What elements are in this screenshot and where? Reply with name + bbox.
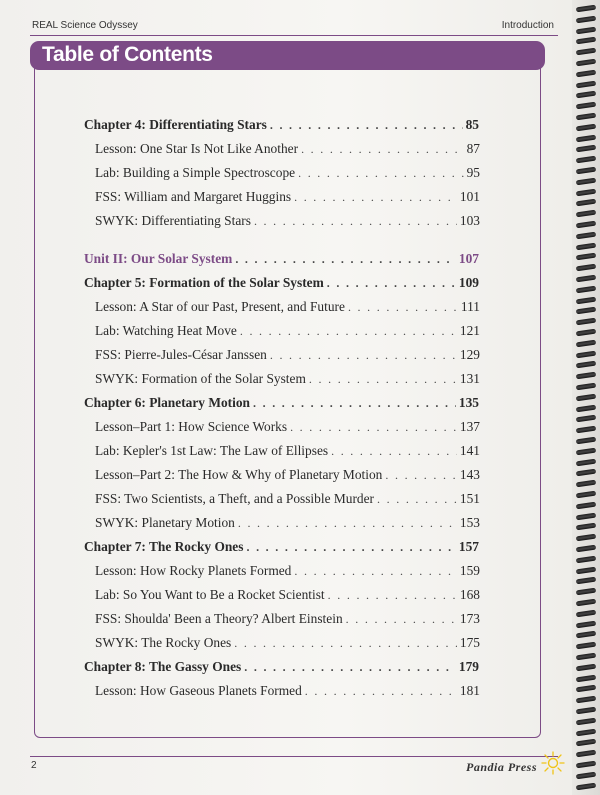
page-number: 2 (31, 760, 37, 771)
toc-entry-chapter (84, 117, 479, 137)
toc-entry-item (95, 491, 480, 511)
binding-coil (576, 231, 597, 239)
binding-coil (576, 113, 597, 121)
binding-coil (576, 728, 597, 736)
binding-coil (576, 696, 597, 704)
toc-entry-page: 157 (458, 539, 479, 554)
running-head-section: Introduction (501, 20, 554, 31)
toc-entry-label: SWYK: Differentiating Stars (95, 213, 251, 228)
dot-leader (301, 142, 464, 157)
binding-coil (576, 620, 597, 628)
binding-coil (576, 631, 597, 639)
toc-entry-page: 95 (466, 165, 480, 180)
binding-coil (576, 80, 597, 88)
toc-entry-label: FSS: Two Scientists, a Theft, and a Possible Murder (95, 491, 375, 506)
toc-entry-page: 153 (459, 515, 480, 530)
toc-entry-label: Unit II: Our Solar System (84, 251, 233, 266)
binding-coil (576, 674, 597, 682)
binding-coil (576, 329, 597, 337)
binding-coil (576, 663, 597, 671)
binding-coil (576, 339, 597, 347)
toc-entry-page: 143 (459, 467, 480, 482)
toc-entry-label: Lab: Building a Simple Spectroscope (95, 165, 296, 180)
binding-coil (576, 361, 597, 369)
binding-coil (576, 534, 597, 542)
toc-entry-item (95, 299, 480, 319)
toc-entry-item (95, 213, 480, 233)
binding-coil (576, 285, 597, 293)
binding-coil (576, 437, 597, 445)
binding-coil (576, 372, 597, 380)
toc-entry-label: Chapter 5: Formation of the Solar System (84, 275, 324, 290)
toc-entry-item (95, 563, 480, 583)
toc-entry-page: 129 (459, 347, 480, 362)
binding-coil (576, 750, 597, 758)
toc-entry-page: 181 (459, 683, 480, 698)
toc-entry-label: Lesson: How Rocky Planets Formed (95, 563, 292, 578)
toc-entry-page: 109 (458, 275, 479, 290)
toc-entry-page: 151 (459, 491, 480, 506)
binding-coil (576, 59, 597, 67)
toc-entry-label: Lab: Kepler's 1st Law: The Law of Ellipses (95, 443, 329, 458)
toc-entry-unit (84, 251, 479, 271)
binding-coil (576, 123, 597, 131)
toc-entry-item (95, 189, 480, 209)
dot-leader (346, 612, 457, 627)
dot-leader (234, 636, 457, 651)
binding-coil (576, 145, 597, 153)
spiral-binding (572, 0, 600, 795)
dot-leader (331, 444, 457, 459)
publisher-name: Pandia Press (466, 760, 538, 774)
toc-entry-page: 85 (465, 117, 479, 132)
binding-coil (576, 588, 597, 596)
binding-coil (576, 577, 597, 585)
toc-entry-item (95, 141, 480, 161)
dot-leader (348, 300, 458, 315)
toc-entry-item (95, 165, 480, 185)
binding-coil (576, 275, 597, 283)
binding-coil (576, 188, 597, 196)
binding-coil (576, 447, 597, 455)
toc-entry-label: SWYK: Planetary Motion (95, 515, 235, 530)
toc-entry-item (95, 347, 480, 367)
sun-logo-icon (540, 750, 566, 776)
binding-coil (576, 404, 597, 412)
dot-leader (238, 516, 457, 531)
toc-entry-page: 101 (459, 189, 480, 204)
dot-leader (309, 372, 457, 387)
toc-entry-page: 135 (458, 395, 479, 410)
toc-entry-chapter (84, 395, 479, 415)
toc-entry-item (95, 371, 480, 391)
dot-leader (327, 276, 456, 291)
toc-entry-chapter (84, 275, 479, 295)
toc-entry-label: Lesson: A Star of our Past, Present, and Future (95, 299, 345, 314)
toc-entry-label: Chapter 7: The Rocky Ones (84, 539, 244, 554)
toc-entry-page: 107 (458, 251, 479, 266)
footer-divider (30, 756, 558, 757)
running-head-book-title: REAL Science Odyssey (32, 20, 138, 31)
dot-leader (254, 214, 457, 229)
binding-coil (576, 102, 597, 110)
binding-coil (576, 177, 597, 185)
binding-coil (576, 523, 597, 531)
dot-leader (270, 118, 463, 133)
binding-coil (576, 350, 597, 358)
toc-entry-page: 168 (459, 587, 480, 602)
binding-coil (576, 26, 597, 34)
binding-coil (576, 501, 597, 509)
title-banner (30, 41, 545, 70)
toc-entry-chapter (84, 539, 479, 559)
binding-coil (576, 653, 597, 661)
toc-entry-page: 137 (459, 419, 480, 434)
toc-entry-page: 159 (459, 563, 480, 578)
toc-entry-label: Chapter 4: Differentiating Stars (84, 117, 267, 132)
toc-entry-label: Lesson: One Star Is Not Like Another (95, 141, 299, 156)
dot-leader (294, 190, 457, 205)
toc-entry-label: Lesson: How Gaseous Planets Formed (95, 683, 302, 698)
binding-coil (576, 609, 597, 617)
binding-coil (576, 599, 597, 607)
toc-entry-label: Chapter 6: Planetary Motion (84, 395, 250, 410)
binding-coil (576, 383, 597, 391)
toc-entry-item (95, 467, 480, 487)
toc-entry-item (95, 515, 480, 535)
toc-entry-label: SWYK: Formation of the Solar System (95, 371, 306, 386)
binding-coil (576, 393, 597, 401)
dot-leader (244, 660, 456, 675)
toc-entry-label: SWYK: The Rocky Ones (95, 635, 232, 650)
dot-leader (246, 540, 455, 555)
binding-coil (576, 167, 597, 175)
binding-coil (576, 415, 597, 423)
binding-coil (576, 156, 597, 164)
binding-coil (576, 717, 597, 725)
toc-entry-label: FSS: Pierre-Jules-César Janssen (95, 347, 267, 362)
toc-entry-page: 175 (459, 635, 480, 650)
binding-coil (576, 426, 597, 434)
dot-leader (290, 420, 457, 435)
toc-entry-label: FSS: William and Margaret Huggins (95, 189, 292, 204)
binding-coil (576, 707, 597, 715)
toc-entry-item (95, 611, 480, 631)
toc-entry-item (95, 635, 480, 655)
toc-entry-page: 103 (459, 213, 480, 228)
binding-coil (576, 242, 597, 250)
toc-entry-item (95, 683, 480, 703)
toc-entry-page: 121 (459, 323, 480, 338)
binding-coil (576, 771, 597, 779)
page-title: Table of Contents (42, 43, 213, 66)
dot-leader (305, 684, 457, 699)
binding-coil (576, 480, 597, 488)
toc-entry-page: 111 (460, 299, 480, 314)
binding-coil (576, 48, 597, 56)
toc-entry-item (95, 587, 480, 607)
binding-coil (576, 91, 597, 99)
toc-entry-page: 87 (466, 141, 480, 156)
binding-coil (576, 318, 597, 326)
binding-coil (576, 555, 597, 563)
binding-coil (576, 253, 597, 261)
binding-coil (576, 782, 597, 790)
toc-entry-page: 173 (459, 611, 480, 626)
binding-coil (576, 307, 597, 315)
binding-coil (576, 296, 597, 304)
toc-entry-page: 141 (459, 443, 480, 458)
dot-leader (294, 564, 457, 579)
dot-leader (377, 492, 457, 507)
binding-coil (576, 210, 597, 218)
binding-coil (576, 491, 597, 499)
binding-coil (576, 264, 597, 272)
binding-coil (576, 69, 597, 77)
toc-entry-label: Lesson–Part 1: How Science Works (95, 419, 288, 434)
header-divider (30, 35, 558, 36)
binding-coil (576, 512, 597, 520)
dot-leader (270, 348, 457, 363)
binding-coil (576, 469, 597, 477)
binding-coil (576, 5, 597, 13)
toc-entry-chapter (84, 659, 479, 679)
binding-coil (576, 15, 597, 23)
binding-coil (576, 221, 597, 229)
dot-leader (298, 166, 464, 181)
dot-leader (385, 468, 457, 483)
binding-coil (576, 642, 597, 650)
toc-entry-page: 131 (459, 371, 480, 386)
toc-entry-item (95, 323, 480, 343)
dot-leader (240, 324, 457, 339)
binding-coil (576, 739, 597, 747)
dot-leader (328, 588, 457, 603)
toc-entry-label: Chapter 8: The Gassy Ones (84, 659, 242, 674)
dot-leader (235, 252, 456, 267)
toc-entry-label: Lab: So You Want to Be a Rocket Scientist (95, 587, 325, 602)
binding-coil (576, 199, 597, 207)
binding-coil (576, 761, 597, 769)
toc-entry-label: FSS: Shoulda' Been a Theory? Albert Einstein (95, 611, 343, 626)
toc-entry-label: Lesson–Part 2: The How & Why of Planetary Motion (95, 467, 383, 482)
binding-coil (576, 37, 597, 45)
binding-coil (576, 545, 597, 553)
binding-coil (576, 458, 597, 466)
dot-leader (253, 396, 456, 411)
binding-coil (576, 134, 597, 142)
toc-entry-item (95, 443, 480, 463)
toc-entry-item (95, 419, 480, 439)
toc-entry-label: Lab: Watching Heat Move (95, 323, 237, 338)
binding-coil (576, 685, 597, 693)
toc-entry-page: 179 (458, 659, 479, 674)
binding-coil (576, 566, 597, 574)
